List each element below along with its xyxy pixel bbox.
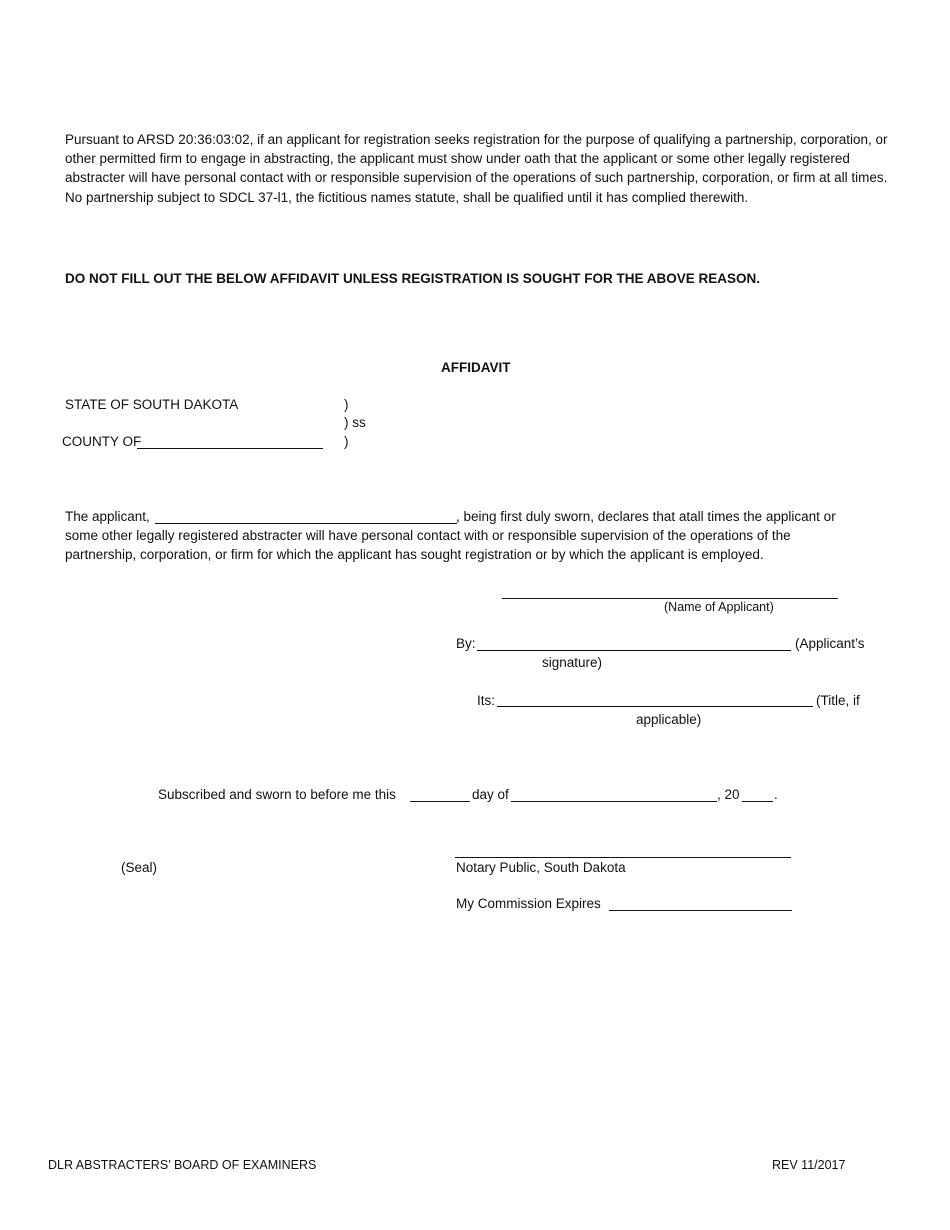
sworn-year-line[interactable] [742, 801, 773, 802]
warning-notice: DO NOT FILL OUT THE BELOW AFFIDAVIT UNLESS REGISTRATION IS SOUGHT FOR THE ABOVE REASON. [65, 271, 761, 286]
county-blank-line[interactable] [137, 448, 323, 449]
applicant-signature-caption-1: (Applicant’s [795, 636, 865, 651]
sworn-year-prefix: , 20 [717, 787, 740, 802]
venue-county-label: COUNTY OF [62, 434, 142, 449]
footer-left: DLR ABSTRACTERS’ BOARD OF EXAMINERS [48, 1158, 317, 1172]
affidavit-title: AFFIDAVIT [441, 360, 511, 375]
its-label: Its: [477, 693, 496, 708]
applicant-signature-line[interactable] [477, 650, 791, 651]
by-label: By: [456, 636, 476, 651]
applicant-signature-caption-2: signature) [542, 655, 603, 670]
notary-title: Notary Public, South Dakota [456, 860, 626, 875]
commission-expires-line[interactable] [609, 910, 792, 911]
title-caption-2: applicable) [636, 712, 702, 727]
venue-paren-top: ) [344, 397, 349, 412]
venue-state: STATE OF SOUTH DAKOTA [65, 397, 239, 412]
sworn-day-line[interactable] [410, 801, 470, 802]
commission-label: My Commission Expires [456, 896, 601, 911]
venue-paren-bottom: ) [344, 434, 349, 449]
title-caption-1: (Title, if [816, 693, 860, 708]
sworn-prefix: Subscribed and sworn to before me this [158, 787, 396, 802]
seal-label: (Seal) [121, 860, 158, 875]
sworn-month-line[interactable] [511, 801, 717, 802]
sworn-period: . [774, 787, 778, 802]
name-of-applicant-caption: (Name of Applicant) [664, 600, 774, 614]
sworn-day-of: day of [472, 787, 509, 802]
declaration-suffix: , being first duly sworn, declares that atall times the applicant or [456, 509, 836, 524]
intro-paragraph: Pursuant to ARSD 20:36:03:02, if an applicant for registration seeks registration for the purpose of qualifying a partnership, corporation, or other permitted firm to engage in abstracting, the applicant must show under oath that the applicant or some other legally registered abstracter will have personal contact with or responsible supervision of the operations of such partnership, corporation, or firm at all times. No partnership subject to SDCL 37-l1, the fictitious names statute, shall be qualified until it has complied therewith. [65, 132, 888, 205]
title-line[interactable] [497, 706, 813, 707]
applicant-name-blank-line[interactable] [155, 523, 457, 524]
declaration-prefix: The applicant, [65, 509, 150, 524]
declaration-continuation: some other legally registered abstracter will have personal contact with or responsible supervision of the operations of the partnership, corporation, or firm for which the applicant has sought registration or by which the applicant is employed. [65, 528, 791, 563]
venue-paren-ss: ) ss [344, 415, 366, 430]
footer-right: REV 11/2017 [772, 1158, 846, 1172]
